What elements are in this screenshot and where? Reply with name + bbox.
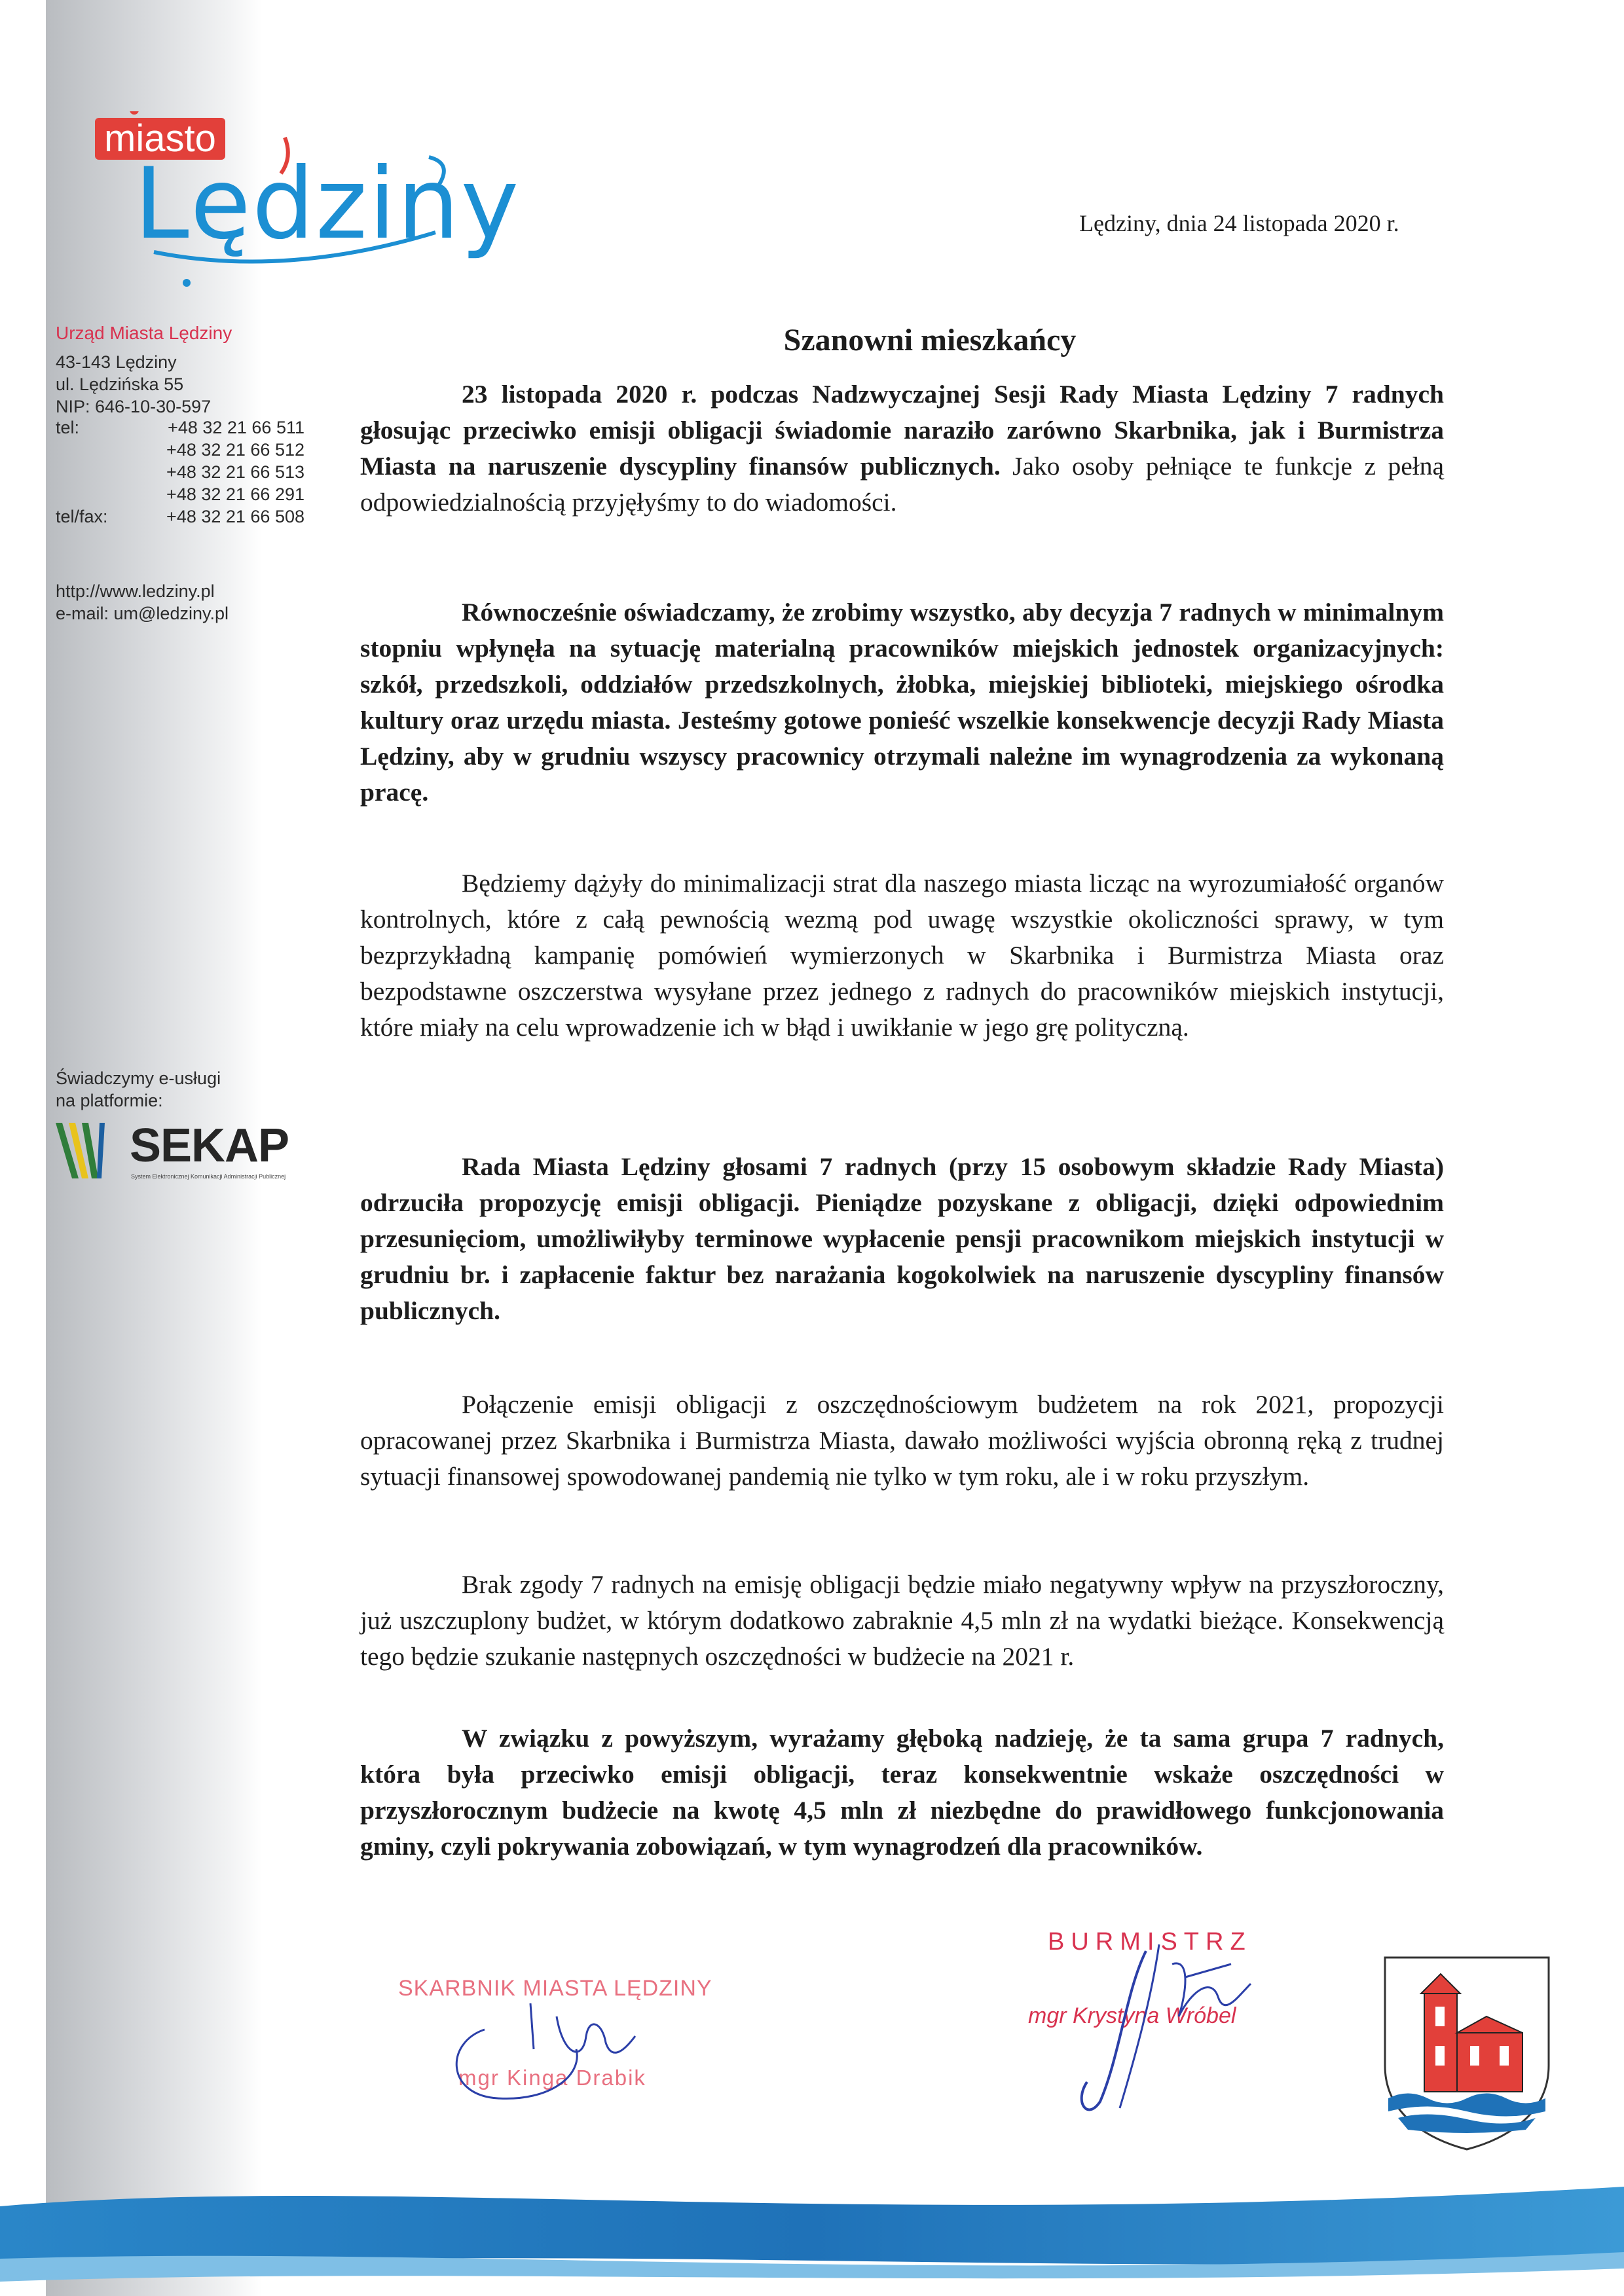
logo-miasto-label: miasto bbox=[95, 118, 225, 160]
phone-label: tel: bbox=[56, 418, 80, 437]
phone-number: +48 32 21 66 508 bbox=[166, 507, 304, 526]
paragraph-2: Równocześnie oświadczamy, że zrobimy wszystko, aby decyzja 7 radnych w minimalnym stopniu wpłynęła na sytuację materialną pracowników miejskich jednostek organizacyjnych: szkół, przedszkoli, oddziałów przedszkolnych, żłobka, miejskiej biblioteki, miejskiego ośrodka kultury oraz urzędu miasta. Jesteśmy gotowe ponieść wszelkie konsekwencje decyzji Rady Miasta Lędziny, aby w grudniu wszyscy pracownicy otrzymali należne im wynagrodzenia za wykonaną pracę. bbox=[360, 598, 1444, 807]
paragraph-7: W związku z powyższym, wyrażamy głęboką nadzieję, że ta sama grupa 7 radnych, która była przeciwko emisji obligacji, teraz konsekwentnie wskaże oszczędności w przyszłorocznym budżecie na kwotę 4,5 mln zł niezbędne do prawidłowego funkcjonowania gminy, czyli pokrywania zobowiązań, w tym wynagrodzeń dla pracowników. bbox=[360, 1724, 1444, 1861]
eservices-note bbox=[56, 1067, 221, 1112]
phone-label: tel/fax: bbox=[56, 507, 108, 526]
coat-of-arms-icon bbox=[1382, 1954, 1552, 2151]
letter-date: Lędziny, dnia 24 listopada 2020 r. bbox=[1079, 210, 1399, 236]
phone-label bbox=[56, 483, 154, 505]
paragraph-1-bold: 23 listopada 2020 r. podczas Nadzwyczajnej Sesji Rady Miasta Lędziny 7 radnych głosując przeciwko emisji obligacji świadomie naraziło zarówno Skarbnika, jak i Burmistrza Miasta na naruszenie dyscypliny finansów publicznych. bbox=[360, 380, 1444, 481]
website-link[interactable]: http://www.ledziny.pl bbox=[56, 581, 215, 601]
paragraph-6: Brak zgody 7 radnych na emisję obligacji będzie miało negatywny wpływ na przyszłoroczny, już uszczuplony budżet, w którym dodatkowo zabraknie 4,5 mln zł na wydatki bieżące. Konsekwencją tego będzie szukanie następnych oszczędności w budżecie na 2021 r. bbox=[360, 1570, 1444, 1671]
web-contact bbox=[56, 580, 229, 625]
phone-row bbox=[56, 461, 304, 483]
treasurer-stamp-name: mgr Kinga Drabik bbox=[458, 2066, 646, 2090]
mayor-signature-icon bbox=[1061, 1938, 1270, 2121]
paragraph-4: Rada Miasta Lędziny głosami 7 radnych (przy 15 osobowym składzie Rady Miasta) odrzuciła propozycję emisji obligacji. Pieniądze pozyskane z obligacji, dzięki odpowiednim przesunięciom, umożliwiłyby terminowe wypłacenie pensji pracownikom miejskich instytucji w grudniu br. i zapłacenie faktur bez narażania kogokolwiek na naruszenie dyscypliny finansów publicznych. bbox=[360, 1152, 1444, 1325]
city-logo bbox=[88, 111, 521, 288]
sekap-logo bbox=[52, 1120, 289, 1198]
mayor-stamp-name: mgr Krystyna Wróbel bbox=[1028, 2003, 1236, 2028]
treasurer-signature-icon bbox=[445, 1977, 661, 2115]
phone-row bbox=[56, 505, 304, 528]
paragraph-3: Będziemy dążyły do minimalizacji strat dla naszego miasta licząc na wyrozumiałość organów kontrolnych, które z całą pewnością wezmą pod uwagę wszystkie okoliczności sprawy, w tym bezprzykładną kampanię pomówień wymierzonych w Skarbnika i Burmistrza Miasta oraz bezpodstawne oszczerstwa wysyłane przez jednego z radnych do pracowników miejskich instytucji, które miały na celu wprowadzenie ich w błąd i uwikłanie w jego grę polityczną. bbox=[360, 869, 1444, 1042]
phone-label bbox=[56, 461, 154, 483]
paragraph-5: Połączenie emisji obligacji z oszczędnościowym budżetem na rok 2021, propozycji opracowanej przez Skarbnika i Burmistrza Miasta, dawało możliwości wyjścia obronną ręką z trudnej sytuacji finansowej spowodowanej pandemią nie tylko w tym roku, ale i w roku przyszłym. bbox=[360, 1390, 1444, 1491]
letter-salutation: Szanowni mieszkańcy bbox=[783, 323, 1077, 357]
paragraph-1 bbox=[360, 376, 1444, 520]
phone-number: +48 32 21 66 291 bbox=[166, 484, 304, 504]
email-link[interactable]: e-mail: um@ledziny.pl bbox=[56, 604, 229, 623]
tax-id: NIP: 646-10-30-597 bbox=[56, 397, 212, 416]
footer-wave bbox=[0, 2160, 1624, 2296]
address-line: 43-143 Lędziny bbox=[56, 352, 177, 372]
office-name: Urząd Miasta Lędziny bbox=[56, 323, 232, 343]
phone-row bbox=[56, 439, 304, 461]
office-address bbox=[56, 351, 211, 418]
phone-row bbox=[56, 483, 304, 505]
phone-row bbox=[56, 416, 304, 439]
phone-number: +48 32 21 66 513 bbox=[166, 462, 304, 482]
paragraph-1-normal: Jako osoby pełniące te funkcje z pełną odpowiedzialnością przyjęłyśmy to do wiadomości. bbox=[360, 452, 1444, 517]
logo-ledziny-wordmark: Lędziny bbox=[134, 147, 521, 261]
phone-number: +48 32 21 66 512 bbox=[166, 440, 304, 460]
sekap-tagline: System Elektronicznej Komunikacji Administracji Publicznej bbox=[131, 1173, 286, 1180]
phone-list bbox=[56, 416, 304, 528]
eservices-line: Świadczymy e-usługi bbox=[56, 1068, 221, 1088]
mayor-stamp-title: BURMISTRZ bbox=[1048, 1928, 1252, 1956]
eservices-line: na platformie: bbox=[56, 1091, 163, 1110]
address-line: ul. Lędzińska 55 bbox=[56, 374, 184, 394]
phone-label bbox=[56, 439, 154, 461]
sekap-emblem-icon bbox=[52, 1120, 124, 1182]
sekap-wordmark: SEKAP bbox=[130, 1120, 289, 1172]
treasurer-stamp-title: SKARBNIK MIASTA LĘDZINY bbox=[398, 1976, 712, 2001]
phone-number: +48 32 21 66 511 bbox=[168, 418, 304, 437]
